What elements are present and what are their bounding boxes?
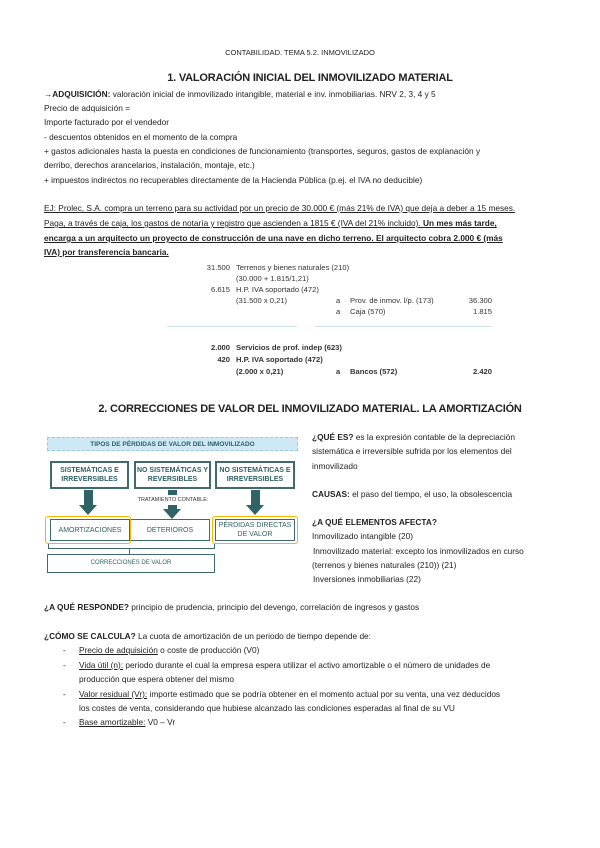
text-line: Inversiones inmobiliarias (22) [313, 574, 421, 584]
entry-account: H.P. IVA soportado (472) [236, 355, 323, 364]
item-text: o coste de producción (V0) [157, 645, 260, 655]
item-term: Valor residual (Vr): [79, 689, 148, 699]
section-2-title: 2. CORRECCIONES DE VALOR DEL INMOVILIZADO MATERIAL. LA AMORTIZACIÓN [98, 403, 522, 415]
correcciones-box: CORRECCIONES DE VALOR [47, 554, 215, 573]
causas-text: el paso del tiempo, el uso, la obsolescencia [349, 489, 513, 499]
section-1-title: 1. VALORACIÓN INICIAL DEL INMOVILIZADO MATERIAL [167, 72, 453, 84]
entry-account: Caja (570) [350, 307, 386, 316]
entry-amount: 1.815 [472, 307, 492, 316]
adquisicion-line [44, 89, 436, 100]
divider [167, 326, 297, 327]
text-line: sistemática e irreversible sufrida por los elementos del [312, 446, 512, 456]
entry-account: (30.000 + 1.815/1,21) [236, 274, 309, 283]
item-continuation: producción que espera obtener del mismo [79, 674, 234, 684]
entry-amount: 36.300 [468, 296, 492, 305]
text-line: derribo, derechos arancelarios, instalación, montaje, etc.) [44, 160, 255, 170]
text-line: (terrenos y bienes naturales (210)) (21) [312, 560, 457, 570]
text-line: Importe facturado por el vendedor [44, 117, 169, 127]
text-line: Inmovilizado intangible (20) [312, 531, 414, 541]
responde-text: principio de prudencia, principio del devengo, correlación de ingresos y gastos [128, 602, 420, 612]
causas-line [312, 489, 512, 500]
responde-line [44, 602, 419, 613]
entry-amount: 31.500 [206, 263, 230, 272]
item-term: Base amortizable: [79, 717, 146, 727]
diagram-header: TIPOS DE PÉRDIDAS DE VALOR DEL INMOVILIZADO [47, 437, 298, 451]
item-term: Precio de adquisición [79, 645, 158, 655]
arrow-icon [251, 490, 260, 506]
entry-a: a [336, 296, 341, 305]
entry-account: H.P. IVA soportado (472) [236, 285, 319, 294]
item-text: periodo durante el cual la empresa espera utilizar el activo amortizable o el número de unidades de [123, 660, 491, 670]
text-line: + gastos adicionales hasta la puesta en condiciones de funcionamiento (transportes, seguros, gastos de explanación y [44, 146, 481, 156]
highlight-outline [212, 516, 298, 544]
item-term: Vida útil (n): [79, 660, 124, 670]
list-item [79, 660, 490, 671]
adquisicion-label: →ADQUISICIÓN: [44, 89, 111, 99]
arrow-icon [168, 490, 177, 495]
example-text: Paga, a través de caja, los gastos de notaría y registro que ascienden a 1815 € (IVA del 21% incluido). [44, 218, 423, 228]
text-line: Precio de adquisición = [44, 103, 131, 113]
list-item [79, 645, 259, 656]
entry-amount: 2.420 [472, 367, 492, 376]
arrow-icon [84, 490, 93, 506]
que-es-label: ¿QUÉ ES? [312, 432, 354, 442]
item-text: importe estimado que se podría obtener en el momento actual por su venta, una vez deducidos [147, 689, 501, 699]
entry-account: (31.500 x 0,21) [236, 296, 288, 305]
entry-amount: 6.615 [210, 285, 230, 294]
item-continuation: los costes de venta, considerando que hubiese alcanzado las condiciones esperadas al final de su VU [79, 703, 455, 713]
item-text: V0 – Vr [145, 717, 176, 727]
entry-amount: 420 [217, 355, 230, 364]
text-line: Inmovilizado material: excepto los inmovilizados en curso [313, 546, 524, 556]
calcula-line [44, 631, 371, 642]
entry-a: a [336, 307, 341, 316]
entry-amount: 2.000 [210, 343, 230, 352]
text-line: inmovilizado [312, 461, 358, 471]
responde-label: ¿A QUÉ RESPONDE? [44, 602, 129, 612]
adquisicion-text: valoración inicial de inmovilizado intangible, material e inv. inmobiliarias. NRV 2, 3, 4 y 5 [110, 89, 436, 99]
que-es-text: es la expresión contable de la depreciación [353, 432, 515, 442]
example-line: EJ: Prolec, S.A. compra un terreno para su actividad por un precio de 30.000 € (más 21% de IVA) que deja a deber a 15 meses. [44, 203, 516, 213]
list-bullet: - [63, 689, 66, 699]
entry-account: (2.000 x 0,21) [236, 367, 284, 376]
entry-account: Prov. de inmov. l/p. (173) [350, 296, 434, 305]
type-box: SISTEMÁTICAS E IRREVERSIBLES [50, 461, 129, 489]
calcula-label: ¿CÓMO SE CALCULA? [44, 631, 136, 641]
brace [48, 544, 215, 549]
example-line [44, 218, 497, 229]
causas-label: CAUSAS: [312, 489, 350, 499]
afecta-label: ¿A QUÉ ELEMENTOS AFECTA? [312, 517, 437, 527]
example-bold: Un mes más tarde, [422, 218, 497, 228]
arrow-icon [163, 509, 181, 519]
entry-account: Bancos (572) [350, 367, 398, 376]
que-es-line [312, 432, 515, 443]
divider [315, 326, 492, 327]
entry-account: Terrenos y bienes naturales (210) [236, 263, 350, 272]
calcula-text: La cuota de amortización de un periodo de tiempo depende de: [135, 631, 371, 641]
list-bullet: - [63, 717, 66, 727]
tratamiento-label: TRATAMIENTO CONTABLE: [137, 497, 209, 503]
result-deterioros: DETERIOROS [130, 519, 210, 541]
text-line: + impuestos indirectos no recuperables directamente de la Hacienda Pública (p.ej. el IVA no deducible) [44, 175, 423, 185]
arrow-icon [79, 505, 97, 515]
entry-a: a [336, 367, 341, 376]
list-bullet: - [63, 660, 66, 670]
type-box: NO SISTEMÁTICAS E IRREVERSIBLES [215, 461, 295, 489]
example-line: encarga a un arquitecto un proyecto de construcción de una nave en dicho terreno. El arquitecto cobra 2.000 € (más [44, 233, 503, 243]
page-header: CONTABILIDAD. TEMA 5.2. INMOVILIZADO [225, 48, 375, 57]
list-item [79, 689, 500, 700]
result-amortizaciones: AMORTIZACIONES [50, 519, 130, 541]
highlight-outline [45, 516, 131, 544]
text-line: - descuentos obtenidos en el momento de la compra [44, 132, 238, 142]
list-item [79, 717, 175, 728]
type-box: NO SISTEMÁTICAS Y REVERSIBLES [134, 461, 211, 489]
result-perdidas: PÉRDIDAS DIRECTAS DE VALOR [215, 519, 295, 541]
example-line: IVA) por transferencia bancaria. [44, 247, 169, 257]
list-bullet: - [63, 645, 66, 655]
entry-account: Servicios de prof. indep (623) [236, 343, 342, 352]
arrow-icon [246, 505, 264, 515]
